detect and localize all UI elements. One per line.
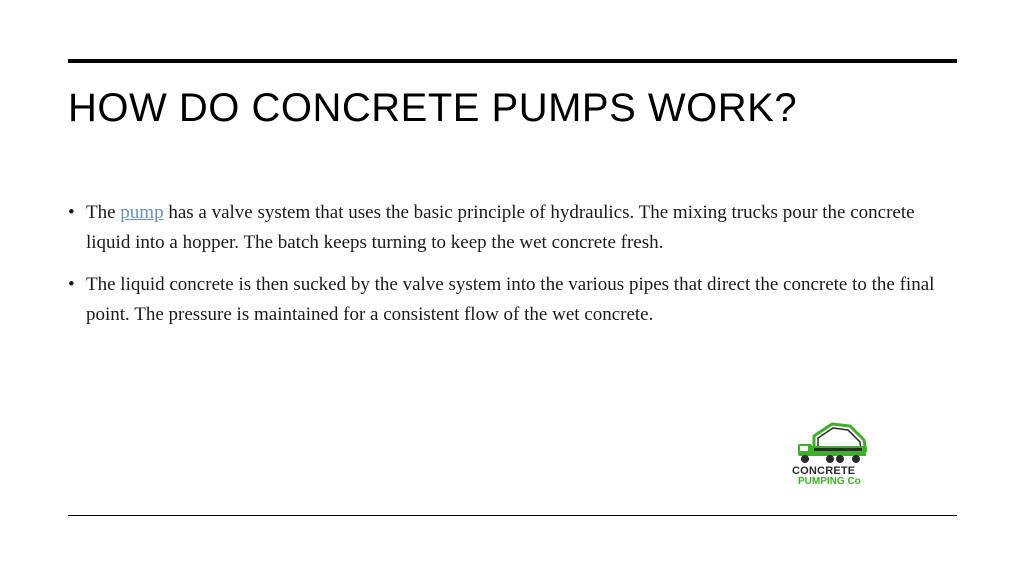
logo-wordmark-line2: PUMPING Co — [798, 476, 861, 487]
top-divider — [68, 59, 957, 63]
concrete-pump-truck-icon — [792, 418, 882, 466]
slide-title: HOW DO CONCRETE PUMPS WORK? — [68, 86, 798, 130]
concrete-pumping-logo — [792, 418, 882, 490]
bullet-list — [68, 198, 958, 342]
bullet-dot: • — [68, 202, 75, 223]
bullet-item-1 — [68, 198, 958, 258]
logo-wordmark-line1: CONCRETE — [792, 465, 856, 477]
bottom-divider — [68, 515, 957, 516]
bullet-1-text-start: The — [86, 202, 121, 223]
bullet-dot: • — [68, 274, 75, 295]
bullet-1-text-end: has a valve system that uses the basic principle of hydraulics. The mixing trucks pour the concrete liquid into a hopper. The batch keeps turning to keep the wet concrete fresh. — [86, 202, 915, 253]
bullet-item-2 — [68, 270, 958, 330]
pump-link[interactable]: pump — [120, 202, 164, 223]
bullet-2-text: The liquid concrete is then sucked by the valve system into the various pipes that direct the concrete to the final point. The pressure is maintained for a consistent flow of the wet concrete. — [86, 274, 935, 325]
